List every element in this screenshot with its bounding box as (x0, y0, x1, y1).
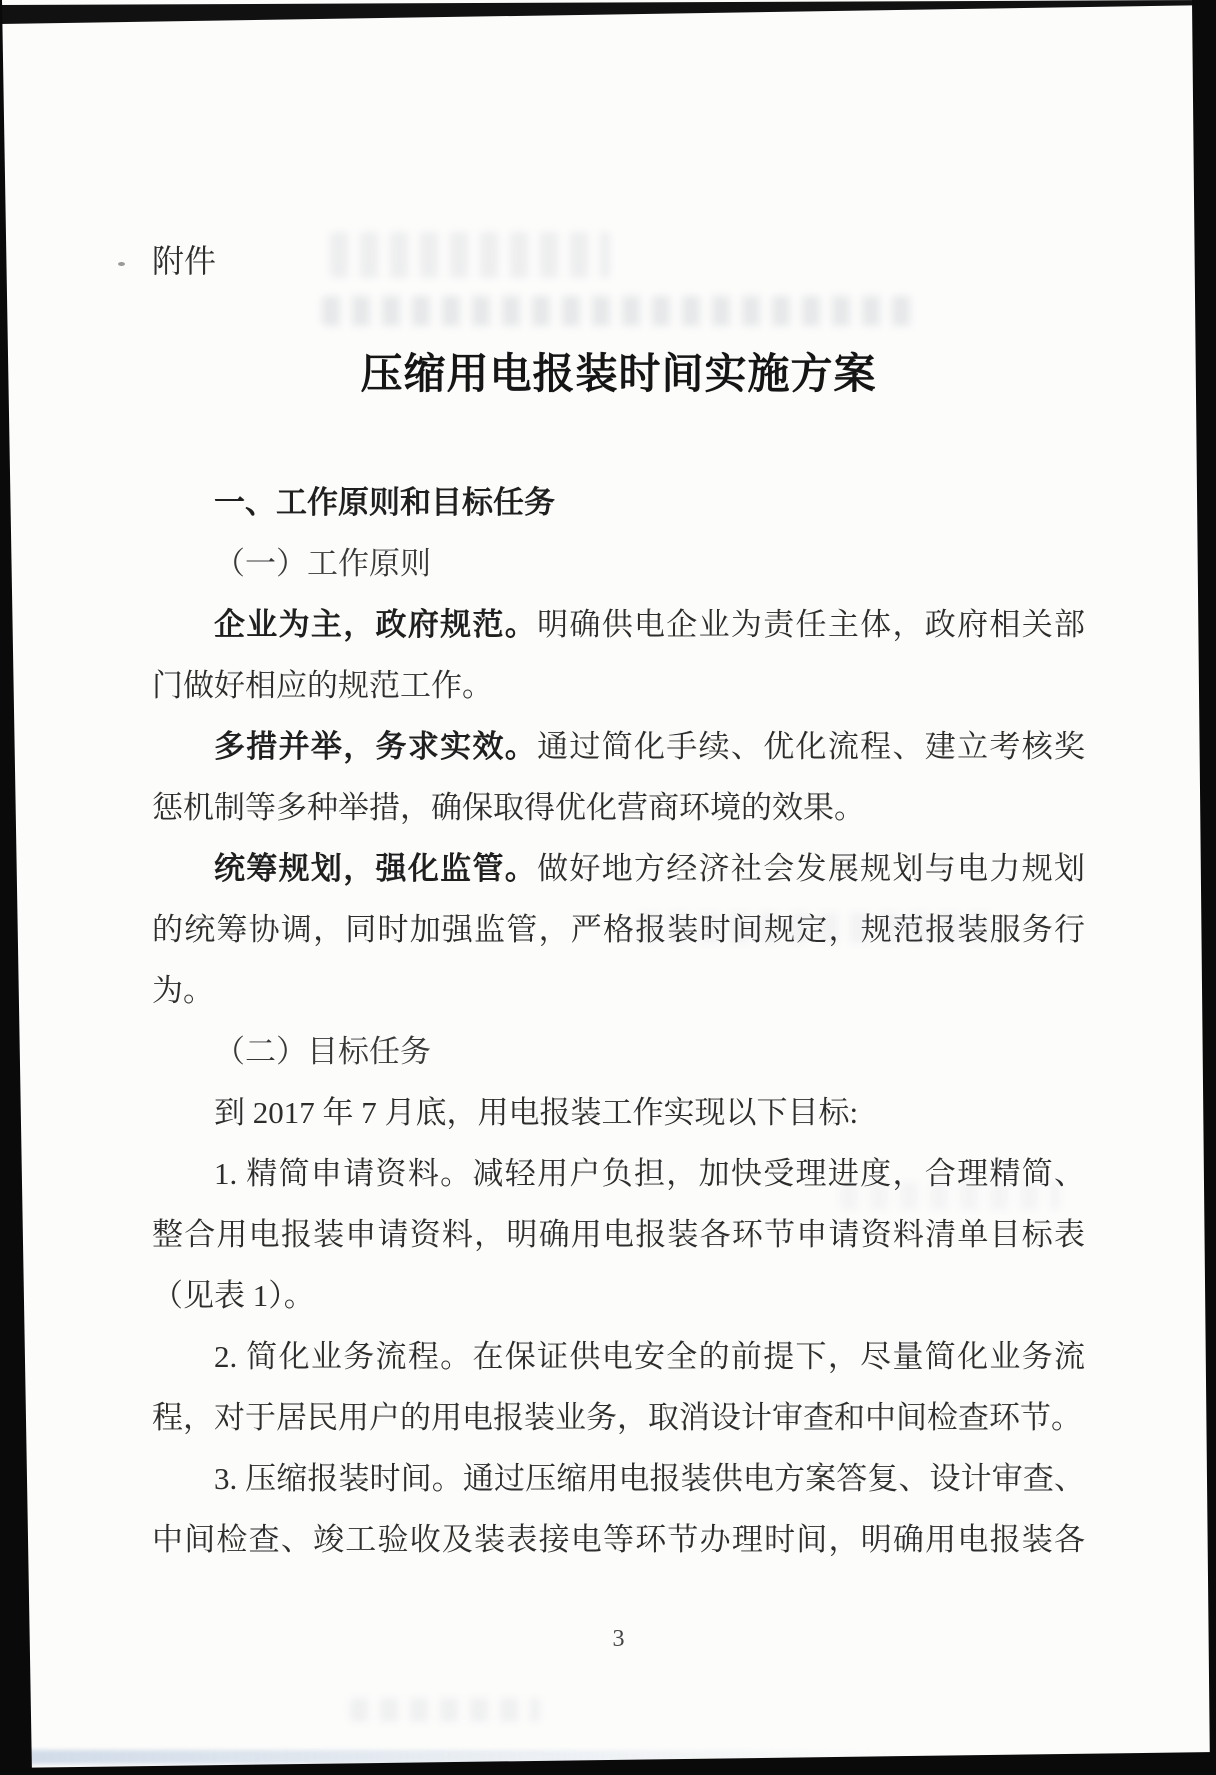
text-line: 3. 压缩报装时间。通过压缩用电报装供电方案答复、设计审查、 (214, 1461, 1085, 1496)
text-line: 统筹规划，强化监管。做好地方经济社会发展规划与电力规划 (214, 851, 1085, 886)
text-line: 1. 精简申请资料。减轻用户负担，加快受理进度，合理精简、 (214, 1156, 1085, 1191)
text-line: 2. 简化业务流程。在保证供电安全的前提下，尽量简化业务流 (214, 1339, 1085, 1374)
text-line: 企业为主，政府规范。明确供电企业为责任主体，政府相关部 (214, 607, 1085, 642)
text-line: 惩机制等多种举措，确保取得优化营商环境的效果。 (152, 790, 865, 825)
text-line: 门做好相应的规范工作。 (152, 668, 493, 703)
text-line: 到 2017 年 7 月底，用电报装工作实现以下目标: (214, 1095, 859, 1130)
text-line: 整合用电报装申请资料，明确用电报装各环节申请资料清单目标表 (152, 1217, 1085, 1252)
text-line: 多措并举，务求实效。通过简化手续、优化流程、建立考核奖 (214, 729, 1085, 764)
text-line (152, 472, 1085, 533)
text-line: （二）目标任务 (214, 1034, 431, 1069)
text-line: （见表 1）。 (152, 1278, 315, 1313)
document-title: 压缩用电报装时间实施方案 (360, 352, 877, 398)
scan-bleedthrough-artifact (322, 296, 922, 326)
attachment-label: 附件 (152, 243, 217, 279)
page-number: 3 (612, 1626, 625, 1652)
scan-bleedthrough-artifact (330, 232, 610, 278)
bold-lead-in: 统筹规划，强化监管。 (214, 851, 538, 886)
bold-lead-in: 一、工作原则和目标任务 (214, 485, 555, 520)
text-line: 程，对于居民用户的用电报装业务，取消设计审查和中间检查环节。 (152, 1400, 1082, 1435)
text-line: 中间检查、竣工验收及装表接电等环节办理时间，明确用电报装各 (152, 1522, 1085, 1557)
scan-bleedthrough-artifact (350, 1698, 540, 1722)
body-lines (152, 472, 1085, 1570)
text-line: （一）工作原则 (214, 546, 431, 581)
scan-speck-artifact (118, 262, 125, 266)
text-line: 为。 (152, 973, 214, 1008)
bold-lead-in: 企业为主，政府规范。 (214, 607, 538, 642)
bold-lead-in: 多措并举，务求实效。 (214, 729, 538, 764)
text-line: 的统筹协调，同时加强监管，严格报装时间规定，规范报装服务行 (152, 912, 1085, 947)
